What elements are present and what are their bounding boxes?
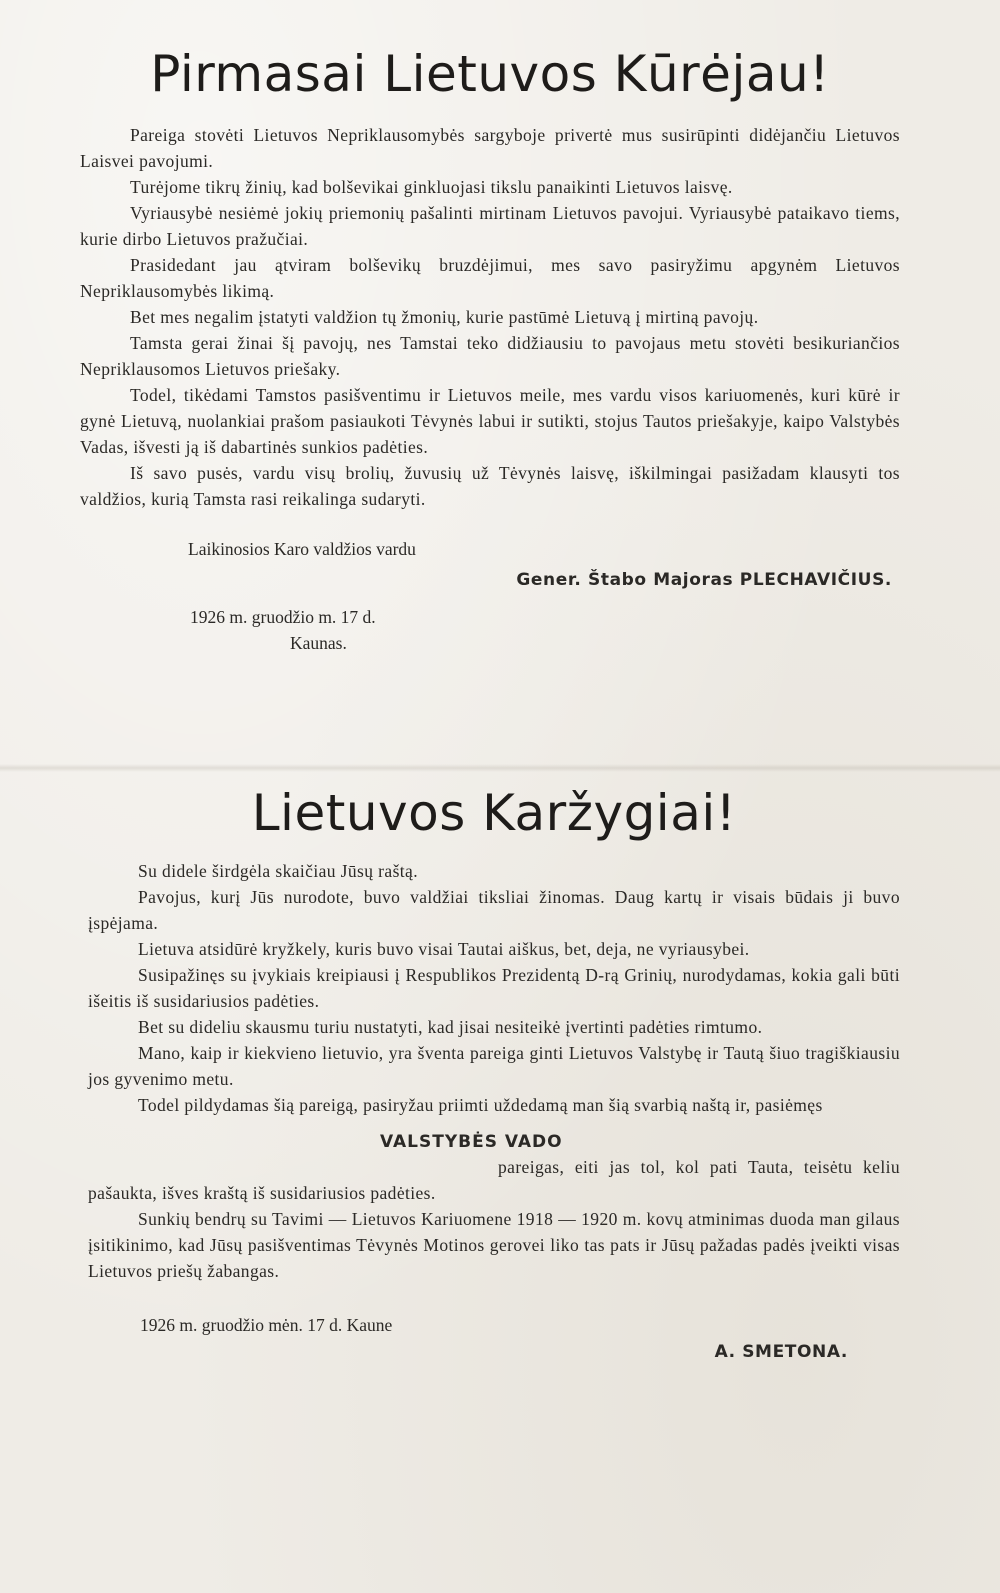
section2-paragraph: Su didele širdgėla skaičiau Jūsų raštą. bbox=[138, 861, 418, 881]
section1-title: Pirmasai Lietuvos Kūrėjau! bbox=[150, 45, 830, 103]
section2-paragraph: Todel pildydamas šią pareigą, pasiryžau priimti uždedamą man šią svarbią naštą ir, pasiėmęs bbox=[138, 1095, 823, 1115]
section1-paragraph: Pareiga stovėti Lietuvos Nepriklausomybės sargyboje privertė mus susirūpinti didėjančiu Lietuvos Laisvei pavojumi. bbox=[80, 125, 900, 171]
section1-paragraph: Prasidedant jau ątviram bolševikų bruzdėjimui, mes savo pasiryžimu apgynėm Lietuvos Nepriklausomybės likimą. bbox=[80, 255, 900, 301]
section1-place: Kaunas. bbox=[290, 633, 347, 653]
section1-date: 1926 m. gruodžio m. 17 d. bbox=[190, 607, 376, 627]
section2-date: 1926 m. gruodžio mėn. 17 d. Kaune bbox=[140, 1315, 393, 1335]
letter-to-smetona bbox=[80, 40, 900, 656]
section1-signature-name: Gener. Štabo Majoras PLECHAVIČIUS. bbox=[516, 570, 892, 590]
section1-paragraph: Turėjome tikrų žinių, kad bolševikai ginkluojasi tikslu panaikinti Lietuvos laisvę. bbox=[130, 177, 733, 197]
section1-paragraph: Todel, tikėdami Tamstos pasišventimu ir Lietuvos meile, mes vardu visos kariuomenės, kuri kūrė ir gynė Lietuvą, nuolankiai prašom pasiaukoti Tėvynės labui ir sutikti, stojus Tautos priešakyje, kaipo Valstybės Vadas, išvesti ją iš dabartinės sunkios padėties. bbox=[80, 385, 900, 457]
section2-paragraph: Pavojus, kurį Jūs nurodote, buvo valdžiai tiksliai žinomas. Daug kartų ir visais būdais ji buvo įspėjama. bbox=[88, 887, 900, 933]
section1-signature-label: Laikinosios Karo valdžios vardu bbox=[188, 539, 416, 559]
section1-paragraph: Vyriausybė nesiėmė jokių priemonių pašalinti mirtinam Lietuvos pavojui. Vyriausybė pataikavo tiems, kurie dirbo Lietuvos pražučiai. bbox=[80, 203, 900, 249]
section1-paragraph: Tamsta gerai žinai šį pavojų, nes Tamstai teko didžiausiu to pavojaus metu stovėti besikuriančios Nepriklausomos Lietuvos priešaky. bbox=[80, 333, 900, 379]
section2-paragraph: Bet su dideliu skausmu turiu nustatyti, kad jisai nesiteikė įvertinti padėties rimtumo. bbox=[138, 1017, 763, 1037]
reply-from-smetona bbox=[88, 780, 900, 1362]
section2-continuation-paragraph: pareigas, eiti jas tol, kol pati Tauta, teisėtu keliu pašaukta, išves kraštą iš susidariusios padėties. bbox=[88, 1157, 900, 1203]
section2-paragraph: Mano, kaip ir kiekvieno lietuvio, yra šventa pareiga ginti Lietuvos Valstybę ir Tautą šiuo tragiškiausiu jos gyvenimo metu. bbox=[88, 1043, 900, 1089]
section2-signature-name: A. SMETONA. bbox=[714, 1342, 848, 1362]
section2-paragraph: Susipažinęs su įvykiais kreipiausi į Respublikos Prezidentą D-rą Grinių, nurodydamas, kokia gali būti išeitis iš susidariusios padėties. bbox=[88, 965, 900, 1011]
paper-fold-line bbox=[0, 764, 1000, 772]
section2-paragraph: Lietuva atsidūrė kryžkely, kuris buvo visai Tautai aiškus, bet, deja, ne vyriausybei. bbox=[138, 939, 750, 959]
section1-paragraph: Bet mes negalim įstatyti valdžion tų žmonių, kurie pastūmė Lietuvą į mirtiną pavojų. bbox=[130, 307, 759, 327]
section2-office-title: VALSTYBĖS VADO bbox=[380, 1132, 563, 1152]
section1-paragraph: Iš savo pusės, vardu visų brolių, žuvusių už Tėvynės laisvę, iškilmingai pasižadam klausyti tos valdžios, kurią Tamsta rasi reikalinga sudaryti. bbox=[80, 463, 900, 509]
section2-title: Lietuvos Karžygiai! bbox=[251, 784, 737, 842]
section2-continuation-paragraph: Sunkių bendrų su Tavimi — Lietuvos Kariuomene 1918 — 1920 m. kovų atminimas duoda man gilaus įsitikinimo, kad Jūsų pasišventimas Tėvynės Motinos gerovei liko tas pats ir Jūsų pažadas padės įveikti visas Lietuvos priešų žabangas. bbox=[88, 1209, 900, 1281]
